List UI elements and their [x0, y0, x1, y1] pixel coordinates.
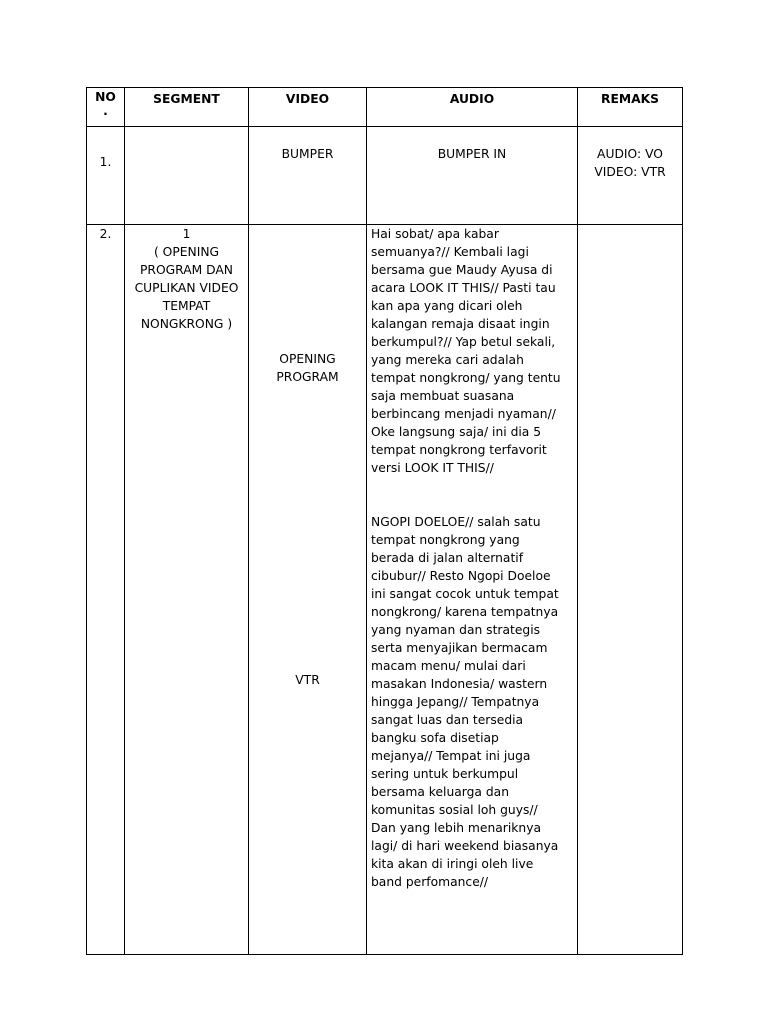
row2-video-opening: OPENING PROGRAM [276, 352, 339, 384]
row2-audio-vtr-text: NGOPI DOELOE// salah satu tempat nongkrong yang berada di jalan alternatif cibubur// Resto Ngopi Doeloe ini sangat cocok untuk tempat nongkrong/ karena tempatnya yang nyaman dan strategis serta menyajikan bermacam macam menu/ mulai dari masakan Indonesia/ wastern hingga Jepang// Tempatnya sangat luas dan tersedia bangku sofa disetiap mejanya// Tempat ini juga sering untuk berkumpul bersama keluarga dan komunitas sosial loh guys// Dan yang lebih menariknya lagi/ di hari weekend biasanya kita akan di iringi oleh live band perfomance// [371, 515, 559, 889]
header-video: VIDEO [249, 88, 367, 127]
header-no-line2: . [103, 104, 108, 118]
header-no-line1: NO [95, 90, 116, 104]
header-no [87, 88, 125, 127]
row1-audio: BUMPER IN [367, 127, 578, 225]
row2-segment: 1 ( OPENING PROGRAM DAN CUPLIKAN VIDEO TEMPAT NONGKRONG ) [125, 225, 249, 955]
row2-video-vtr: VTR [295, 673, 320, 687]
row1-video: BUMPER [249, 127, 367, 225]
row2-remaks [578, 225, 683, 955]
table-header-row [87, 88, 683, 127]
header-remaks: REMAKS [578, 88, 683, 127]
header-audio: AUDIO [367, 88, 578, 127]
row2-no: 2. [87, 225, 125, 955]
row2-audio-opening-text: Hai sobat/ apa kabar semuanya?// Kembali lagi bersama gue Maudy Ayusa di acara LOOK IT THIS// Pasti tau kan apa yang dicari oleh kalangan remaja disaat ingin berkumpul?// Yap betul sekali, yang mereka cari adalah tempat nongkrong/ yang tentu saja membuat suasana berbincang menjadi nyaman// Oke langsung saja/ ini dia 5 tempat nongkrong terfavorit versi LOOK IT THIS// [371, 227, 561, 475]
row2-audio [367, 225, 578, 955]
row1-no: 1. [87, 127, 125, 225]
row1-segment [125, 127, 249, 225]
header-segment: SEGMENT [125, 88, 249, 127]
row1-remaks: AUDIO: VO VIDEO: VTR [578, 127, 683, 225]
table-row [87, 127, 683, 225]
script-table [86, 87, 683, 955]
row2-video [249, 225, 367, 955]
table-row [87, 225, 683, 955]
